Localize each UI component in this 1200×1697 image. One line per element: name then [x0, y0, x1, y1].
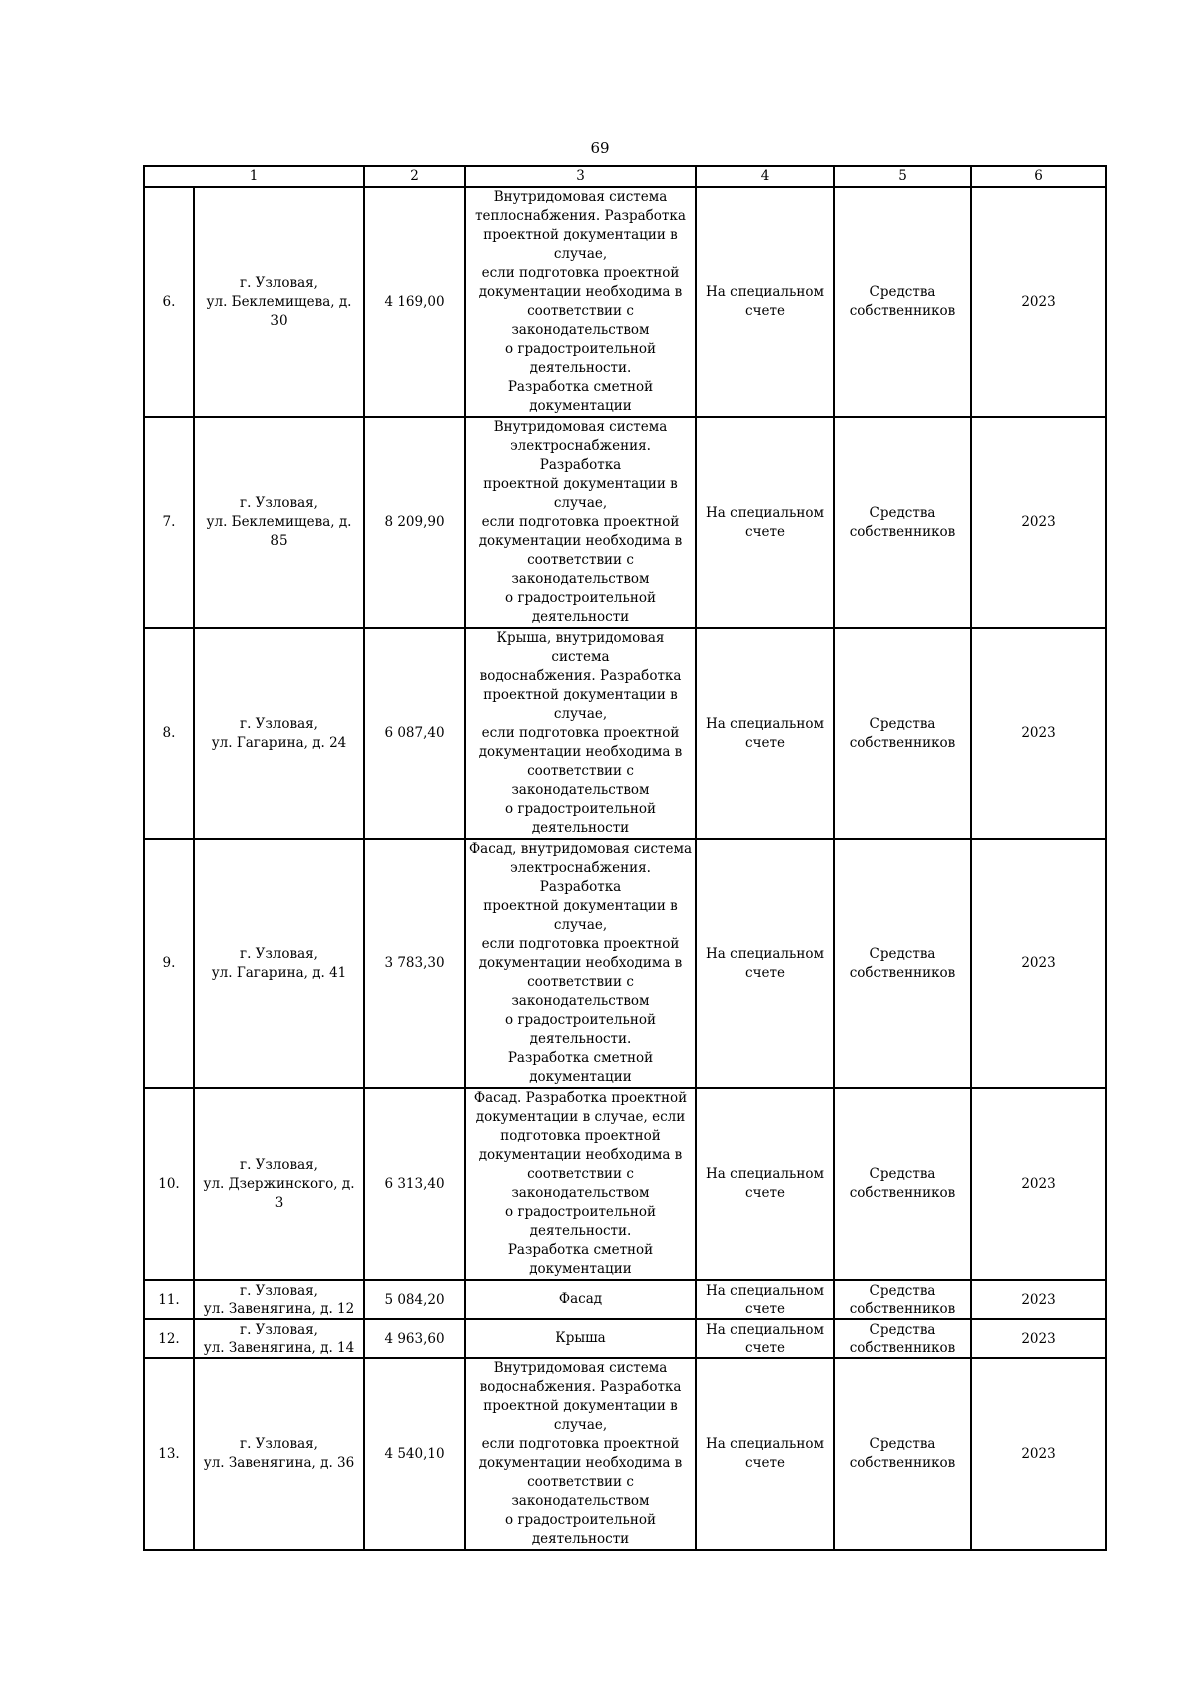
- account-cell: На специальном счете: [696, 1088, 834, 1280]
- work-description: Крыша, внутридомовая система водоснабжения. Разработка проектной документации в случае, если подготовка проектной документации необходима в соответствии с законодательством о градостроительной деятельности: [478, 630, 683, 836]
- row-number: 6.: [144, 187, 194, 417]
- table-row: [144, 1088, 1106, 1280]
- area-cell: 6 313,40: [364, 1088, 465, 1280]
- account-cell: На специальном счете: [696, 187, 834, 417]
- area-cell: 4 169,00: [364, 187, 465, 417]
- row-number: 11.: [144, 1280, 194, 1319]
- year-cell: 2023: [971, 1319, 1106, 1358]
- area-cell: 5 084,20: [364, 1280, 465, 1319]
- account-cell: На специальном счете: [696, 1358, 834, 1550]
- table-row: [144, 1358, 1106, 1550]
- row-number: 9.: [144, 839, 194, 1088]
- address-cell: г. Узловая, ул. Завенягина, д. 14: [194, 1319, 364, 1358]
- row-number: 12.: [144, 1319, 194, 1358]
- area-cell: 4 540,10: [364, 1358, 465, 1550]
- row-number: 13.: [144, 1358, 194, 1550]
- work-description: Внутридомовая система электроснабжения. Разработка проектной документации в случае, если подготовка проектной документации необходима в соответствии с законодательством о градостроительной деятельности: [478, 419, 683, 625]
- table-row: [144, 839, 1106, 1088]
- header-cell-3: 3: [465, 166, 696, 187]
- address-cell: г. Узловая, ул. Беклемищева, д. 85: [194, 417, 364, 628]
- work-description: Крыша: [555, 1330, 606, 1346]
- header-cell-2: 2: [364, 166, 465, 187]
- funding-source-cell: Средства собственников: [834, 839, 971, 1088]
- address-cell: г. Узловая, ул. Завенягина, д. 12: [194, 1280, 364, 1319]
- area-cell: 6 087,40: [364, 628, 465, 839]
- row-number: 8.: [144, 628, 194, 839]
- funding-source-cell: Средства собственников: [834, 1280, 971, 1319]
- header-row: [144, 166, 1106, 187]
- area-cell: 8 209,90: [364, 417, 465, 628]
- funding-source-cell: Средства собственников: [834, 1319, 971, 1358]
- table-row: [144, 628, 1106, 839]
- account-cell: На специальном счете: [696, 1319, 834, 1358]
- work-description: Фасад. Разработка проектной документации в случае, если подготовка проектной документации необходима в соответствии с законодательством о градостроительной деятельности. Разработка сметной документации: [473, 1090, 688, 1277]
- address-cell: г. Узловая, ул. Завенягина, д. 36: [194, 1358, 364, 1550]
- header-cell-5: 5: [834, 166, 971, 187]
- work-description: Внутридомовая система водоснабжения. Разработка проектной документации в случае, если подготовка проектной документации необходима в соответствии с законодательством о градостроительной деятельности: [478, 1360, 683, 1547]
- address-cell: г. Узловая, ул. Гагарина, д. 41: [194, 839, 364, 1088]
- header-cell-1: 1: [144, 166, 364, 187]
- year-cell: 2023: [971, 839, 1106, 1088]
- work-description: Фасад: [558, 1291, 603, 1307]
- header-cell-4: 4: [696, 166, 834, 187]
- area-cell: 4 963,60: [364, 1319, 465, 1358]
- area-cell: 3 783,30: [364, 839, 465, 1088]
- row-number: 7.: [144, 417, 194, 628]
- funding-source-cell: Средства собственников: [834, 1358, 971, 1550]
- table-row: [144, 1280, 1106, 1319]
- row-number: 10.: [144, 1088, 194, 1280]
- year-cell: 2023: [971, 1358, 1106, 1550]
- capital-repair-table: [143, 165, 1107, 1551]
- funding-source-cell: Средства собственников: [834, 187, 971, 417]
- table-row: [144, 187, 1106, 417]
- account-cell: На специальном счете: [696, 839, 834, 1088]
- address-cell: г. Узловая, ул. Беклемищева, д. 30: [194, 187, 364, 417]
- page-number: 69: [590, 139, 610, 157]
- work-description: Внутридомовая система теплоснабжения. Разработка проектной документации в случае, если подготовка проектной документации необходима в соответствии с законодательством о градостроительной деятельности. Разработка сметной документации: [475, 189, 686, 414]
- address-cell: г. Узловая, ул. Дзержинского, д. 3: [194, 1088, 364, 1280]
- address-cell: г. Узловая, ул. Гагарина, д. 24: [194, 628, 364, 839]
- table-row: [144, 417, 1106, 628]
- account-cell: На специальном счете: [696, 417, 834, 628]
- header-cell-6: 6: [971, 166, 1106, 187]
- funding-source-cell: Средства собственников: [834, 417, 971, 628]
- year-cell: 2023: [971, 417, 1106, 628]
- account-cell: На специальном счете: [696, 628, 834, 839]
- work-description: Фасад, внутридомовая система электроснабжения. Разработка проектной документации в случае, если подготовка проектной документации необходима в соответствии с законодательством о градостроительной деятельности. Разработка сметной документации: [468, 841, 693, 1085]
- funding-source-cell: Средства собственников: [834, 628, 971, 839]
- account-cell: На специальном счете: [696, 1280, 834, 1319]
- year-cell: 2023: [971, 628, 1106, 839]
- year-cell: 2023: [971, 1088, 1106, 1280]
- table-row: [144, 1319, 1106, 1358]
- year-cell: 2023: [971, 1280, 1106, 1319]
- funding-source-cell: Средства собственников: [834, 1088, 971, 1280]
- year-cell: 2023: [971, 187, 1106, 417]
